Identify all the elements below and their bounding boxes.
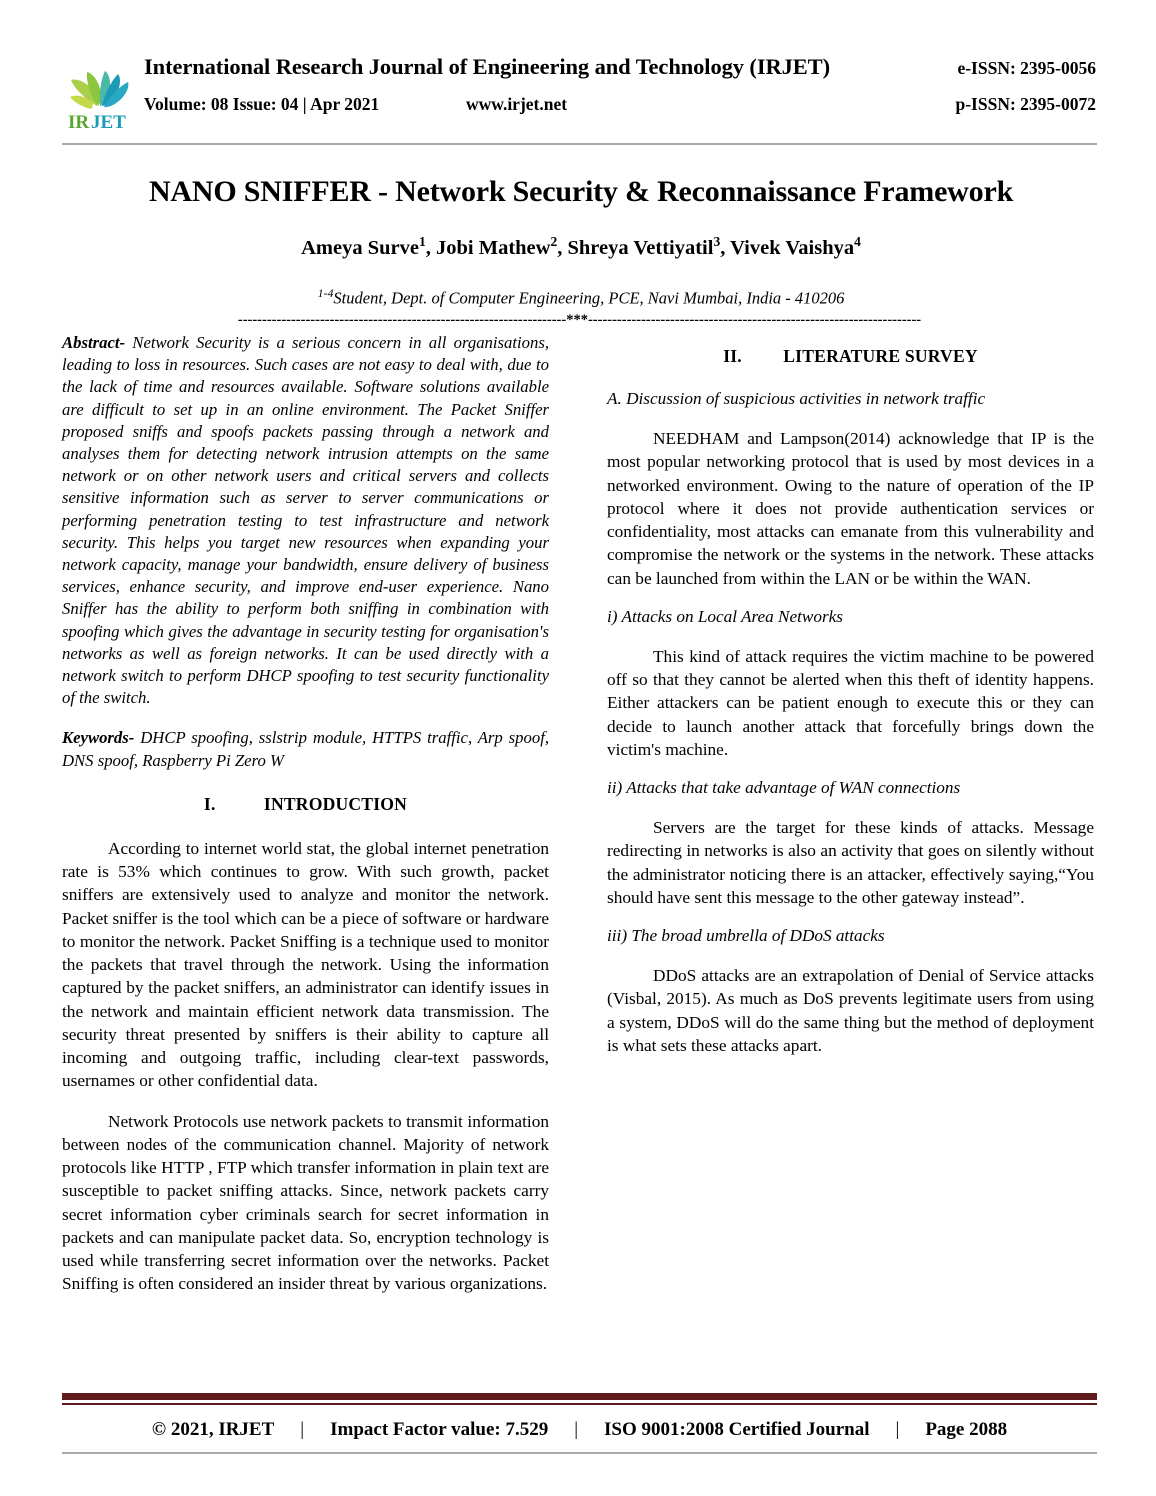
affiliation-sup: 1-4 <box>317 286 334 300</box>
keywords-text: DHCP spoofing, sslstrip module, HTTPS traffic, Arp spoof, DNS spoof, Raspberry Pi Zero W <box>62 728 549 770</box>
abstract-label: Abstract- <box>62 333 126 352</box>
subsection-ii-heading: ii) Attacks that take advantage of WAN connections <box>607 778 961 797</box>
p-issn: p-ISSN: 2395-0072 <box>955 94 1096 114</box>
section-separator: --------------------------------------------------------------------***--------------------------------------------------------------------- <box>237 312 922 328</box>
journal-website[interactable]: www.irjet.net <box>466 94 568 114</box>
intro-paragraph-2: Network Protocols use network packets to transmit information between nodes of the communication channel. Majority of network protocols like HTTP , FTP which transfer information in plain text are susceptible to packet sniffing attacks. Since, network packets carry secret information cyber criminals search for secret information in packets and can manipulate packet data. So, encryption technology is used while transferring secret information over the networks. Packet Sniffing is often considered an insider threat by various organizations. <box>62 1111 549 1294</box>
subsection-iii-heading: iii) The broad umbrella of DDoS attacks <box>607 926 885 945</box>
footer-impact-factor: Impact Factor value: 7.529 <box>330 1419 549 1440</box>
footer-bottom-divider <box>62 1452 1097 1454</box>
e-issn: e-ISSN: 2395-0056 <box>957 58 1096 78</box>
masthead <box>66 54 1096 138</box>
logo-text-jet: JET <box>91 112 126 133</box>
page-title: NANO SNIFFER - Network Security & Reconnaissance Framework <box>148 175 1014 208</box>
abstract-paragraph <box>62 332 549 709</box>
journal-title: International Research Journal of Engineering and Technology (IRJET) <box>144 54 830 79</box>
masthead-row-title <box>144 54 1096 94</box>
author-2: Jobi Mathew$^2$ <box>436 234 558 259</box>
subsection-i-heading: i) Attacks on Local Area Networks <box>607 606 843 626</box>
footer-certification: ISO 9001:2008 Certified Journal <box>604 1419 870 1440</box>
author-3-sup: 3 <box>713 234 721 249</box>
author-comma-1: , <box>425 236 436 259</box>
abstract-text: Network Security is a serious concern in all organisations, leading to loss in resources. Such cases are not easy to deal with, due to the lack of time and resources available. Software solutions available are difficult to set up in an online environment. The Packet Sniffer proposed sniffs and spoofs packets passing through a network and analyses them for detecting network intrusion attempts on the same network or on other network users and critical servers and collects sensitive information such as server to server communications or performing penetration testing to test infrastructure and network security. This helps you target new resources when expanding your network capacity, manage your bandwidth, ensure delivery of business services, enhance security, and improve end-user experience. Nano Sniffer has the ability to perform both sniffing in combination with spoofing which gives the advantage in security testing for organisation's networks as well as foreign networks. It can be used directly with a network switch to perform DHCP spoofing to test security functionality of the switch. <box>62 333 549 708</box>
footer-rule-thick <box>62 1393 1097 1400</box>
intro-paragraph-1: According to internet world stat, the global internet penetration rate is 53% which continues to grow. With such growth, packet sniffers are extensively used to analyze and monitor the network. Packet sniffer is the tool which can be a piece of software or hardware to monitor the network. Packet Sniffing is a technique used to monitor the packets that travel through the network. Using the information captured by the packet sniffers, an administrator can identify issues in the network and maintain efficient network data transmission. The security threat presented by sniffers is their ability to capture all incoming and outgoing traffic, including clear-text passwords, usernames or other confidential data. <box>62 838 549 1091</box>
subsection-ii-paragraph: Servers are the target for these kinds of attacks. Message redirecting in networks is also an activity that goes on silently without the administrator noticing there is an attacker, effectively saying,“You should have sent this message to the other gateway instead”. <box>607 818 1094 907</box>
logo-text-ir: IR <box>68 112 90 133</box>
header-divider <box>62 143 1097 145</box>
section-title-2: LITERATURE SURVEY <box>783 346 978 366</box>
author-3: Shreya Vettiyatil$^3$ <box>567 234 721 259</box>
footer-page-number: Page 2088 <box>925 1419 1008 1440</box>
author-1: Ameya Surve$^1$ <box>301 234 426 259</box>
masthead-row-volume <box>144 94 1096 132</box>
right-column <box>607 332 1094 1074</box>
keywords-paragraph <box>62 727 549 771</box>
footer-separator-1: | <box>300 1419 305 1440</box>
volume-issue-date: Volume: 08 Issue: 04 | Apr 2021 <box>144 94 380 114</box>
page-footer <box>62 1410 1097 1450</box>
footer-separator-3: | <box>895 1419 900 1440</box>
section-numeral-1: I. <box>203 793 216 814</box>
subsection-iii-paragraph: DDoS attacks are an extrapolation of Denial of Service attacks (Visbal, 2015). As much as DoS prevents legitimate users from using a system, DDoS will do the same thing but the method of deployment is what sets these attacks apart. <box>607 966 1094 1055</box>
leaf-fan-icon <box>66 54 134 134</box>
footer-copyright: © 2021, IRJET <box>151 1419 275 1440</box>
section-title-1: INTRODUCTION <box>263 793 408 814</box>
subsection-a-paragraph: NEEDHAM and Lampson(2014) acknowledge that IP is the most popular networking protocol that is used by most devices in a networked environment. Owing to the nature of operation of the IP protocol where it does not provide authentication services or confidentiality, most attacks can emanate from this vulnerability and compromise the network or the systems in the network. These attacks can be launched from within the LAN or be within the WAN. <box>607 429 1094 588</box>
footer-rule-thin <box>62 1403 1097 1405</box>
left-column <box>62 332 549 1313</box>
affiliation <box>66 286 1096 309</box>
keywords-label: Keywords- <box>62 728 135 748</box>
author-4-sup: 4 <box>854 234 861 249</box>
author-list <box>66 234 1096 260</box>
masthead-text <box>144 54 1096 132</box>
author-comma-3: , <box>720 236 731 259</box>
affiliation-text: Student, Dept. of Computer Engineering, PCE, Navi Mumbai, India - 410206 <box>333 288 845 308</box>
section-heading-literature-survey <box>607 346 1094 367</box>
subsection-i-paragraph: This kind of attack requires the victim machine to be powered off so that they cannot be alerted when this theft of identity happens. Either attackers can be patient enough to execute this or they can decide to launch another attack that forcefully brings down the victim's machine. <box>607 646 1094 759</box>
irjet-logo <box>66 54 134 134</box>
footer-separator-2: | <box>574 1419 579 1440</box>
author-comma-2: , <box>557 236 568 259</box>
author-4: Vivek Vaishya$^4$ <box>730 234 861 259</box>
author-2-sup: 2 <box>550 234 558 249</box>
author-1-sup: 1 <box>418 234 426 249</box>
section-numeral-2: II. <box>723 346 742 366</box>
subsection-a-heading: A. Discussion of suspicious activities in network traffic <box>607 389 986 408</box>
section-heading-introduction <box>62 794 549 815</box>
